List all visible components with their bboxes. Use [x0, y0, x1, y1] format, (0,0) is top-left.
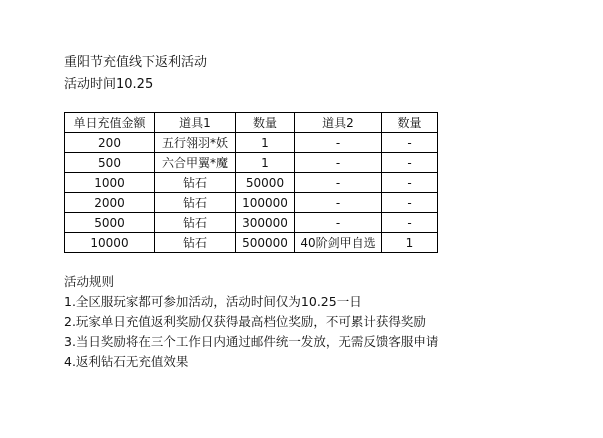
- cell-item-1: 钻石: [155, 213, 236, 233]
- cell-quantity-2: -: [382, 133, 438, 153]
- table-row: [65, 213, 438, 233]
- cell-recharge-amount: 500: [65, 153, 155, 173]
- cell-item-1: 钻石: [155, 173, 236, 193]
- cell-recharge-amount: 10000: [65, 233, 155, 253]
- cell-item-1: 钻石: [155, 233, 236, 253]
- cell-item-2: -: [295, 153, 382, 173]
- cell-quantity-2: -: [382, 193, 438, 213]
- rule-item: 1.全区服玩家都可参加活动，活动时间仅为10.25一日: [64, 294, 362, 309]
- table-row: [65, 233, 438, 253]
- cell-quantity-1: 50000: [236, 173, 295, 193]
- cell-item-2: -: [295, 213, 382, 233]
- cell-quantity-1: 500000: [236, 233, 295, 253]
- header-quantity-1: 数量: [236, 113, 295, 133]
- table-row: [65, 173, 438, 193]
- rule-item: 2.玩家单日充值返利奖励仅获得最高档位奖励，不可累计获得奖励: [64, 314, 426, 329]
- header-item-1: 道具1: [155, 113, 236, 133]
- event-time: 活动时间10.25: [64, 77, 154, 92]
- rule-item: 4.返利钻石无充值效果: [64, 354, 189, 369]
- cell-item-1: 六合甲翼*魔: [155, 153, 236, 173]
- cell-recharge-amount: 5000: [65, 213, 155, 233]
- cell-quantity-1: 100000: [236, 193, 295, 213]
- cell-quantity-1: 1: [236, 153, 295, 173]
- table-row: [65, 133, 438, 153]
- header-daily-recharge-amount: 单日充值金额: [65, 113, 155, 133]
- cell-recharge-amount: 1000: [65, 173, 155, 193]
- rules-heading: 活动规则: [64, 274, 115, 289]
- table-header-row: [65, 113, 438, 133]
- table-row: [65, 153, 438, 173]
- cell-recharge-amount: 200: [65, 133, 155, 153]
- rebate-table: [64, 112, 438, 253]
- cell-quantity-2: -: [382, 153, 438, 173]
- document-title: 重阳节充值线下返利活动: [64, 55, 208, 70]
- cell-item-1: 钻石: [155, 193, 236, 213]
- cell-quantity-2: -: [382, 173, 438, 193]
- cell-recharge-amount: 2000: [65, 193, 155, 213]
- cell-item-1: 五行翎羽*妖: [155, 133, 236, 153]
- cell-quantity-2: 1: [382, 233, 438, 253]
- cell-item-2: 40阶剑甲自选: [295, 233, 382, 253]
- header-quantity-2: 数量: [382, 113, 438, 133]
- cell-item-2: -: [295, 173, 382, 193]
- rules-list: [64, 294, 438, 374]
- cell-item-2: -: [295, 193, 382, 213]
- header-item-2: 道具2: [295, 113, 382, 133]
- cell-quantity-2: -: [382, 213, 438, 233]
- cell-item-2: -: [295, 133, 382, 153]
- cell-quantity-1: 1: [236, 133, 295, 153]
- table-row: [65, 193, 438, 213]
- rule-item: 3.当日奖励将在三个工作日内通过邮件统一发放，无需反馈客服申请: [64, 334, 439, 349]
- cell-quantity-1: 300000: [236, 213, 295, 233]
